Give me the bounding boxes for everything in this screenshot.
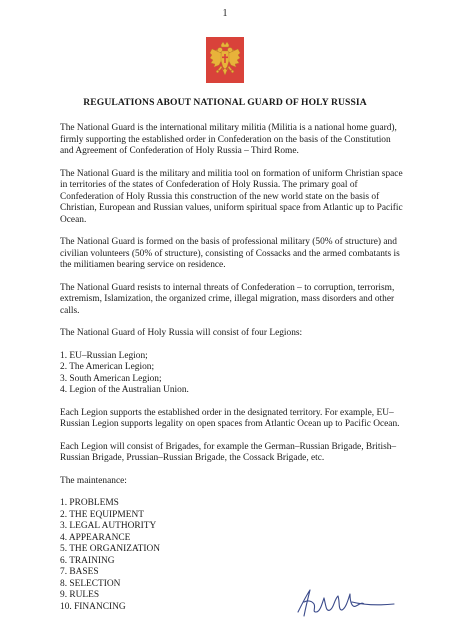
list-item: 3. LEGAL AUTHORITY [60,521,157,531]
page-number: 1 [222,8,228,19]
list-item: 10. FINANCING [60,601,126,612]
paragraph: The National Guard of Holy Russia will consist of four Legions: [60,328,303,338]
double-headed-eagle-icon [206,37,244,83]
paragraph: The maintenance: [60,475,127,486]
list-item: 7. BASES [60,567,99,577]
paragraph: The National Guard resists to internal threats of Confederation – to corruption, terrorism, extremism, Islamization, the organized crime, illegal migration, mass disorders and other calls. [60,282,395,316]
list-item: 2. THE EQUIPMENT [60,509,144,520]
document-title: REGULATIONS ABOUT NATIONAL GUARD OF HOLY RUSSIA [83,97,367,108]
handwritten-signature [290,582,400,622]
list-item: 4. APPEARANCE [60,532,131,543]
list-item: 3. South American Legion; [60,373,162,384]
list-item: 9. RULES [60,590,100,600]
paragraph: Each Legion will consist of Brigades, for example the German–Russian Brigade, British–Russian Brigade, Prussian–Russian Brigade, the Cossack Brigade, etc. [60,441,397,463]
paragraph: The National Guard is formed on the basis of professional military (50% of structure) and civilian volunteers (50% of structure), consisting of Cossacks and the armed combatants is the militiamen bearing service on residence. [60,237,400,270]
list-item: 4. Legion of the Australian Union. [60,385,189,395]
paragraph: Each Legion supports the established order in the designated territory. For example, EU–Russian Legion supports legality on open spaces from Atlantic Ocean up to Pacific Ocean. [60,407,400,429]
paragraph: The National Guard is the international military militia (Militia is a national home guard), firmly supporting the established order in Confederation on the basis of the Constitution and Agreement of Confederation of Holy Russia – Third Rome. [60,123,397,156]
list-item: 1. EU–Russian Legion; [60,350,148,361]
document-body [60,123,405,624]
list-item: 5. THE ORGANIZATION [60,544,161,554]
list-item: 2. The American Legion; [60,362,155,372]
list-item: 1. PROBLEMS [60,498,119,508]
legions-list [60,351,405,397]
list-item: 8. SELECTION [60,578,121,589]
paragraph: The National Guard is the military and militia tool on formation of uniform Christian space in territories of the states of Confederation of Holy Russia. The primary goal of Confederation of Holy Russia this construction of the new world state on the basis of Christian, European and Russian values, uniform spiritual space from Atlantic up to Pacific Ocean. [60,168,403,225]
list-item: 6. TRAINING [60,555,115,566]
